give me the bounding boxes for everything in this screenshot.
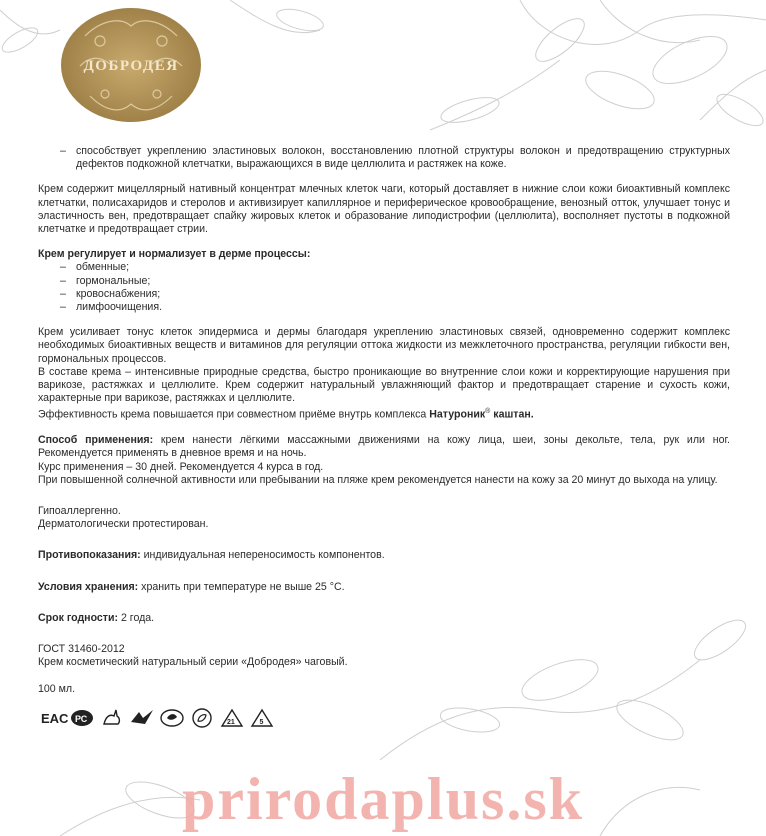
recycle-21-icon	[220, 708, 244, 728]
watermark-text: prirodaplus.sk	[181, 766, 585, 832]
brand-logo	[60, 6, 202, 124]
recycle-5-icon	[250, 708, 274, 728]
logo-brand-text: ДОБРОДЕЯ	[83, 58, 179, 74]
shelf-life: Срок годности: 2 года.	[38, 611, 155, 624]
list-item: – лимфоочищения.	[38, 301, 730, 314]
product-description	[38, 145, 730, 709]
regulates-list	[38, 261, 730, 314]
svg-text:5: 5	[259, 719, 264, 726]
eac-mark-icon	[40, 708, 69, 728]
paragraph-efficiency: Эффективность крема повышается при совместном приёме внутрь комплекса Натуроник® каштан.	[38, 408, 534, 421]
list-item: – обменные;	[38, 261, 730, 274]
rabbit-mark-icon	[100, 708, 124, 728]
volume-text: 100 мл.	[38, 683, 76, 696]
certification-icons	[40, 708, 274, 728]
hypoallergenic-text: Гипоаллергенно.	[38, 505, 121, 517]
list-item: – способствует укреплению эластиновых волокон, восстановлению плотной структуры волокон и предотвращению структурных дефектов подкожной клетчатки, выражающихся в виде целлюлита и растяжек на коже.	[38, 145, 730, 171]
rst-mark-icon	[70, 708, 94, 728]
gost-text: ГОСТ 31460-2012	[38, 643, 125, 656]
paragraph-chaga: Крем содержит мицеллярный нативный концентрат млечных клеток чаги, который доставляет в нижние слои кожи биоактивный комплекс клетчатки, полисахаридов и стеролов и активизирует капиллярное и периферическое кровообращение, венозный отток, улучшает тонус и эластичность вен, предотвращает спайку жировых клеток и образование липодистрофии (целлюлита), восполняет пустоты в подкожной клетчатке и предотвращает стрии.	[38, 183, 730, 236]
list-item: – гормональные;	[38, 275, 730, 288]
list-item: – кровоснабжения;	[38, 288, 730, 301]
bullet-list-top	[38, 145, 730, 171]
svg-text:21: 21	[227, 719, 235, 726]
svg-text:EAC: EAC	[41, 711, 69, 726]
svg-text:РС: РС	[75, 714, 88, 724]
usage-paragraph: Способ применения: крем нанести лёгкими массажными движениями на кожу лица, шеи, зоны декольте, тела, рук или ног. Рекомендуется применять в дневное время и на ночь.	[38, 434, 730, 460]
paragraph-composition: В составе крема – интенсивные природные средства, быстро проникающие во внутренние слои кожи и корректирующие нарушения при варикозе, растяжках и целлюлите. Крем содержит натуральный увлажняющий фактор и предотвращает старение и сухость кожи, характерные при варикозе, растяжках и целлюлите.	[38, 365, 730, 405]
leaf-circle-icon	[190, 708, 214, 728]
storage-conditions: Условия хранения: хранить при температуре не выше 25 °С.	[38, 580, 345, 593]
series-text: Крем косметический натуральный серии «Добродея» чаговый.	[38, 656, 348, 669]
sun-text: При повышенной солнечной активности или пребывании на пляже крем рекомендуется нанести на кожу за 20 минут до выхода на улицу.	[38, 473, 718, 486]
regulates-heading: Крем регулирует и нормализует в дерме процессы:	[38, 248, 311, 261]
contraindications: Противопоказания: индивидуальная непереносимость компонентов.	[38, 549, 385, 562]
leaf-mark-icon	[160, 708, 184, 728]
course-text: Курс применения – 30 дней. Рекомендуется 4 курса в год.	[38, 460, 324, 473]
cosmetic-mark-icon	[130, 708, 154, 728]
dermatology-text: Дерматологически протестирован.	[38, 518, 209, 531]
paragraph-tonus: Крем усиливает тонус клеток эпидермиса и дермы благодаря укреплению эластиновых связей, одновременно содержит комплекс необходимых биоактивных веществ и витаминов для регуляции оттока жидкости из межклеточного пространства, регуляции гибкости вен, гормональных процессов.	[38, 326, 730, 365]
